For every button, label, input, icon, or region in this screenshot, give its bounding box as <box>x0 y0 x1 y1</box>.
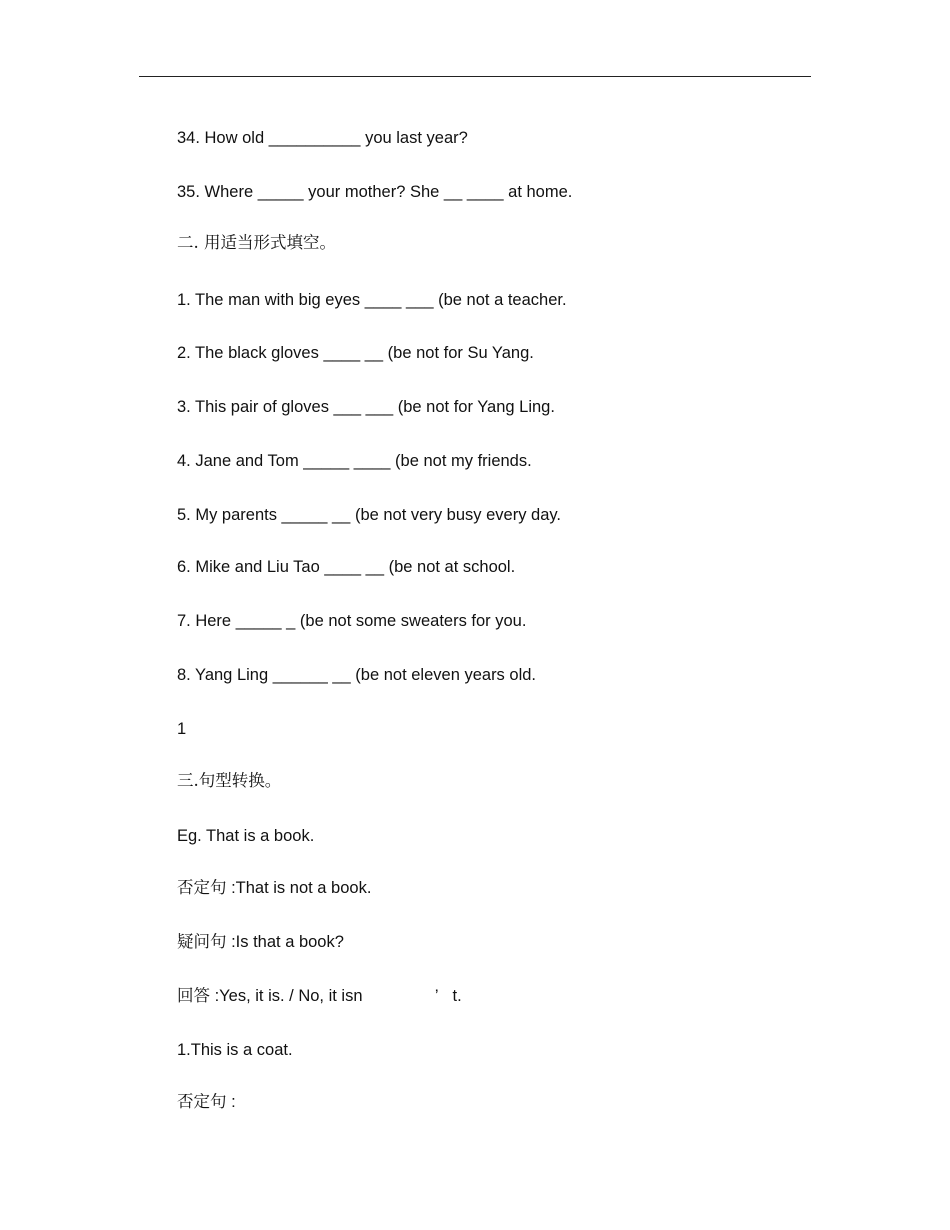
exercise-2-item-1: 1. The man with big eyes ____ ___ (be not a teacher. <box>177 291 567 309</box>
negative-label: 否定句 <box>177 878 227 897</box>
exercise-2-item-8: 8. Yang Ling ______ __ (be not eleven years old. <box>177 666 536 684</box>
negative-prompt <box>177 1092 236 1112</box>
answer-text: :Yes, it is. / No, it isn <box>210 987 363 1005</box>
negative-example <box>177 878 371 898</box>
answer-end: t. <box>452 987 462 1005</box>
exercise-2-item-5: 5. My parents _____ __ (be not very busy every day. <box>177 506 561 524</box>
answer-apostrophe: ’ <box>434 987 439 1005</box>
exercise-2-item-3: 3. This pair of gloves ___ ___ (be not for Yang Ling. <box>177 398 555 416</box>
header-rule <box>139 76 811 77</box>
exercise-2-item-4: 4. Jane and Tom _____ ____ (be not my friends. <box>177 452 532 470</box>
question-example <box>177 932 344 952</box>
example-sentence: Eg. That is a book. <box>177 827 315 845</box>
page-number: 1 <box>177 720 187 738</box>
exercise-3-item-1: 1.This is a coat. <box>177 1041 293 1059</box>
question-label: 疑问句 <box>177 932 227 951</box>
negative-text: :That is not a book. <box>226 879 372 897</box>
question-34: 34. How old __________ you last year? <box>177 129 468 147</box>
question-35: 35. Where _____ your mother? She __ ____ at home. <box>177 183 573 201</box>
answer-label: 回答 <box>177 986 210 1005</box>
exercise-2-item-2: 2. The black gloves ____ __ (be not for Su Yang. <box>177 344 534 362</box>
negative-prompt-text: : <box>226 1093 236 1111</box>
exercise-2-item-7: 7. Here _____ _ (be not some sweaters for you. <box>177 612 527 630</box>
question-text: :Is that a book? <box>226 933 344 951</box>
section-3-heading: 三.句型转换。 <box>177 771 282 790</box>
exercise-2-item-6: 6. Mike and Liu Tao ____ __ (be not at school. <box>177 558 516 576</box>
section-2-heading: 二. 用适当形式填空。 <box>177 233 336 252</box>
answer-example <box>177 986 462 1006</box>
negative-prompt-label: 否定句 <box>177 1092 227 1111</box>
